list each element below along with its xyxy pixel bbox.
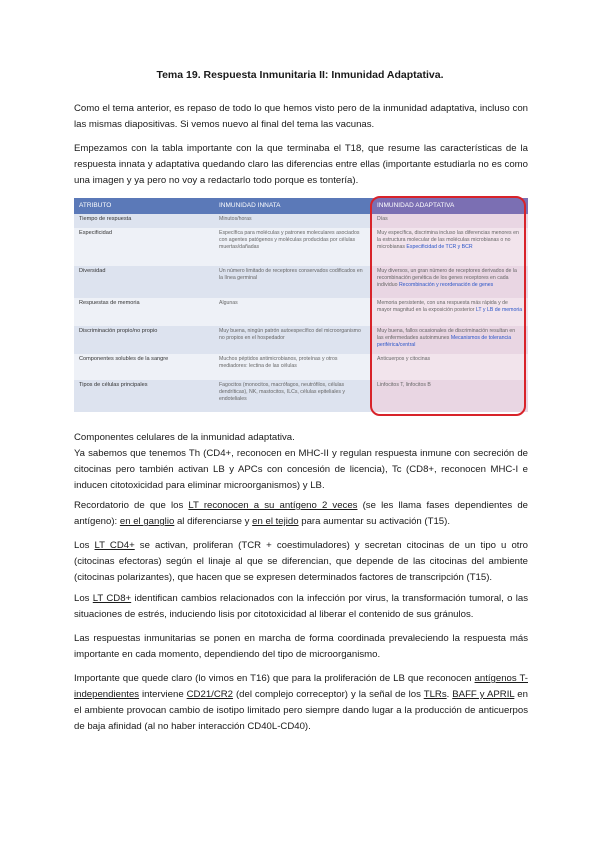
cell-attribute: Especificidad <box>79 230 112 236</box>
header-innate: INMUNIDAD INNATA <box>214 198 372 214</box>
cell-innate: Muy buena, ningún patrón autoespecífico del microorganismo no propios en el hospedador <box>219 328 361 341</box>
paragraph-cd8 <box>74 591 528 623</box>
cell-attribute: Discriminación propio/no propio <box>79 328 158 334</box>
cell-innate: Fagocitos (monocitos, macrófagos, neutrófilos, células dendríticas), NK, mastocitos, ILCs, células epiteliales y endoteliales <box>219 382 345 402</box>
underlined-text: LT CD8+ <box>92 593 132 604</box>
adaptive-text: Muy específica, discrimina incluso las diferencias menores en la estructura molecular de las moléculas microbianas o no microbianas <box>377 230 519 250</box>
text: identifican cambios relacionados con la infección por virus, la transformación tumoral, o las situaciones de estrés, induciendo lisis por citotoxicidad al liberar el contenido de sus gránulos. <box>74 593 529 620</box>
adaptive-column-highlight <box>370 196 526 416</box>
text: . <box>446 689 453 700</box>
cell-innate: Minutos/horas <box>219 216 252 222</box>
cell-innate: Un número limitado de receptores conservados codificados en la línea germinal <box>219 268 363 281</box>
underlined-text: BAFF y APRIL <box>452 689 515 700</box>
handwritten-note: Recombinación y reordenación de genes <box>398 282 494 288</box>
adaptive-text: Linfocitos T, linfocitos B <box>377 382 431 388</box>
text: (del complejo correceptor) y la señal de los <box>233 689 424 700</box>
adaptive-text: Memoria persistente, con una respuesta más rápida y de mayor magnitud en la exposición posterior <box>377 300 508 313</box>
paragraph-coordinada: Las respuestas inmunitarias se ponen en marcha de forma coordinada prevaleciendo la respuesta más importante en cada momento, dependiendo del tipo de microorganismo. <box>74 633 528 660</box>
cell-attribute: Respuestas de memoria <box>79 300 140 306</box>
text: en el ambiente provocan cambio de isotipo limitado pero siempre dando lugar a la producción de anticuerpos de baja afinidad (al no haber interacción CD40L-CD40). <box>74 689 528 732</box>
cell-innate: Muchos péptidos antimicrobianos, proteínas y otros mediadores: lectina de las células <box>219 356 338 369</box>
cell-attribute: Componentes solubles de la sangre <box>79 356 169 362</box>
intro-paragraph-2: Empezamos con la tabla importante con la que terminaba el T18, que resume las características de la respuesta innata y adaptativa quedando claro las diferencias entre ellas (importante estudiarla no es como una imagen y ya pero no voy a redactarlo todo porque es tontería). <box>74 143 528 186</box>
text: Los <box>74 540 95 551</box>
underlined-text: CD21/CR2 <box>186 689 234 700</box>
section-heading: Componentes celulares de la inmunidad adaptativa. <box>74 432 295 443</box>
adaptive-text: Días <box>377 216 388 222</box>
adaptive-text: Anticuerpos y citocinas <box>377 356 431 362</box>
intro-paragraph: Como el tema anterior, es repaso de todo lo que hemos visto pero de la inmunidad adaptativa, incluso con las mismas diapositivas. Si vemos nuevo al final del tema las vacunas. <box>74 103 528 130</box>
text: Los <box>74 593 93 604</box>
underlined-text: TLRs <box>423 689 447 700</box>
paragraph-lb <box>74 671 528 735</box>
header-adaptive: INMUNIDAD ADAPTATIVA <box>372 198 528 214</box>
text: se activan, proliferan (TCR + coestimuladores) y secretan citocinas de un tipo u otro (citocinas efectoras) según el linaje al que se diferencian, que depende de las citocinas del ambiente (citocinas polarizantes), que hacen que se expresen determinados factores de transcripción (T15). <box>74 540 528 583</box>
cell-attribute: Tipos de células principales <box>79 382 148 388</box>
paragraph-recordatorio <box>74 498 528 530</box>
underlined-text: LT CD4+ <box>94 540 135 551</box>
cell-innate: Específica para moléculas y patrones moleculares asociados con agentes patógenos y moléculas producidas por células muertas/dañadas <box>219 230 360 250</box>
cell-innate: Algunas <box>219 300 238 306</box>
text: Recordatorio de que los <box>74 500 189 511</box>
page-title: Tema 19. Respuesta Inmunitaria II: Inmunidad Adaptativa. <box>156 69 444 81</box>
adaptive-text: Muy buena, fallos ocasionales de discriminación resultan en las enfermedades autoinmunes <box>377 328 516 341</box>
underlined-text: en el ganglio <box>119 516 175 527</box>
cell-attribute: Tiempo de respuesta <box>79 216 132 222</box>
text: al diferenciarse y <box>174 516 253 527</box>
text: (se les llama fases dependientes de antígeno): <box>74 500 528 527</box>
header-attribute: ATRIBUTO <box>74 198 214 214</box>
adaptive-text: Muy diversos, un gran número de receptores derivados de la recombinación genética de los genes receptores en cada individuo <box>377 268 517 288</box>
cell-attribute: Diversidad <box>79 268 106 274</box>
underlined-text: antígenos T-independientes <box>74 673 528 700</box>
handwritten-note: Especificidad de TCR y BCR <box>406 244 473 250</box>
text: Importante que quede claro (lo vimos en T16) que para la proliferación de LB que reconocen <box>74 673 475 684</box>
paragraph-cd4 <box>74 538 528 586</box>
handwritten-note: LT y LB de memoria <box>475 307 523 313</box>
text: interviene <box>139 689 187 700</box>
paragraph-th-tc: Ya sabemos que tenemos Th (CD4+, reconocen en MHC-II y regulan respuesta inmune con secreción de citocinas pero también activan LB y APCs con concesión de licencia), Tc (CD8+, reconocen MHC-I e inducen citotoxicidad para eliminar microorganismos) y LB. <box>74 448 528 491</box>
underlined-text: en el tejido <box>252 516 299 527</box>
text: para aumentar su activación (T15). <box>298 516 451 527</box>
handwritten-note: Mecanismos de tolerancia periférica/central <box>377 335 512 348</box>
underlined-text: LT reconocen a su antígeno 2 veces <box>188 500 358 511</box>
